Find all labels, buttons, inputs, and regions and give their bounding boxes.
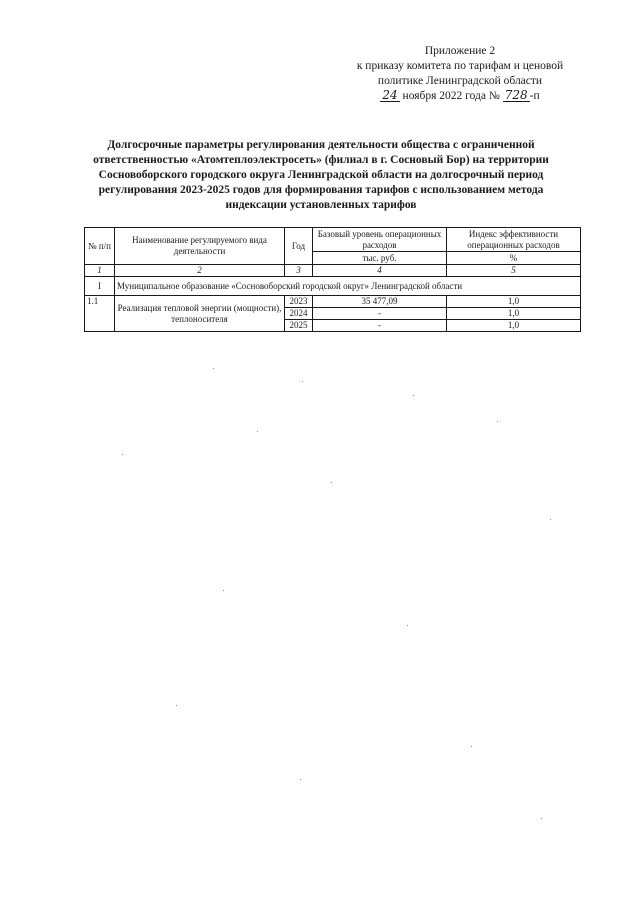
order-number-handwritten: 728 — [504, 88, 528, 102]
header-index-unit: % — [447, 252, 581, 265]
table-row — [85, 296, 581, 308]
header-year: Год — [285, 228, 313, 265]
row-year: 2024 — [285, 308, 313, 320]
column-number-5: 5 — [447, 265, 581, 277]
appendix-line-3: политике Ленинградской области — [377, 75, 543, 87]
parameters-table — [84, 227, 581, 332]
row-year: 2025 — [285, 320, 313, 332]
header-efficiency-index: Индекс эффективности операционных расходов — [447, 228, 581, 252]
scan-speck — [176, 705, 177, 706]
scan-speck — [122, 454, 123, 455]
scan-speck — [407, 625, 408, 626]
scan-speck — [541, 818, 542, 819]
scan-speck — [497, 421, 498, 422]
scan-speck — [550, 519, 551, 520]
item-number: 1.1 — [85, 296, 115, 332]
scan-speck — [413, 395, 414, 396]
appendix-line-1: Приложение 2 — [424, 45, 496, 57]
section-number: I — [85, 277, 115, 296]
section-title: Муниципальное образование «Сосновоборский городской округ» Ленинградской области — [115, 277, 581, 296]
appendix-line-2: к приказу комитета по тарифам и ценовой — [356, 60, 564, 72]
order-number-suffix: -п — [529, 90, 540, 102]
document-title: Долгосрочные параметры регулирования деятельности общества с ограниченной ответственностью «Атомтеплоэлектросеть» (филиал в г. Сосновый Бор) на территории Сосновоборского городского округа Ленинградской области на долгосрочный период регулирования 2023-2025 годов для формирования тарифов с использованием метода индексации установленных тарифов — [93, 139, 549, 211]
scan-speck — [213, 368, 214, 369]
row-base-level: - — [313, 308, 447, 320]
column-number-3: 3 — [285, 265, 313, 277]
column-number-2: 2 — [115, 265, 285, 277]
row-base-level: - — [313, 320, 447, 332]
scan-speck — [257, 431, 258, 432]
scan-speck — [300, 779, 301, 780]
column-number-4: 4 — [313, 265, 447, 277]
header-base-unit: тыс. руб. — [313, 252, 447, 265]
order-date-text: ноября 2022 года № — [399, 90, 503, 102]
item-activity-name: Реализация тепловой энергии (мощности), теплоносителя — [115, 296, 285, 332]
row-year: 2023 — [285, 296, 313, 308]
scan-speck — [302, 381, 303, 382]
row-efficiency-index: 1,0 — [447, 308, 581, 320]
scan-speck — [331, 482, 332, 483]
appendix-block — [340, 44, 580, 104]
row-efficiency-index: 1,0 — [447, 296, 581, 308]
scan-speck — [471, 746, 472, 747]
header-base-level: Базовый уровень операционных расходов — [313, 228, 447, 252]
row-efficiency-index: 1,0 — [447, 320, 581, 332]
column-number-1: 1 — [85, 265, 115, 277]
scan-speck — [223, 590, 224, 591]
header-activity-name: Наименование регулируемого вида деятельности — [115, 228, 285, 265]
order-day-handwritten: 24 — [382, 88, 398, 102]
row-base-level: 35 477,09 — [313, 296, 447, 308]
header-num: № п/п — [85, 228, 115, 265]
appendix-date-line — [340, 89, 580, 104]
